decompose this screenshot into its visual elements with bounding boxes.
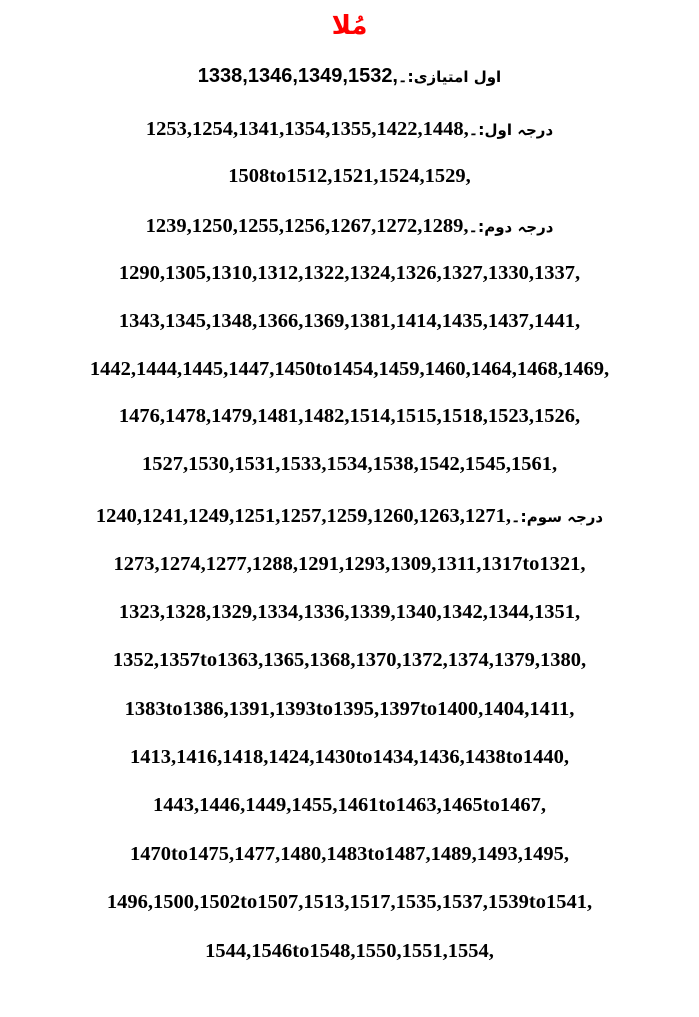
doum-line-5: 1476,1478,1479,1481,1482,1514,1515,1518,1523,1526, bbox=[118, 405, 581, 427]
doum-label: درجہ دوم bbox=[484, 218, 554, 236]
awwal-separator: :۔ bbox=[468, 120, 485, 139]
soum-line-5: 1383to1386,1391,1393to1395,1397to1400,1404,1411, bbox=[124, 698, 575, 720]
soum-line bbox=[0, 502, 699, 531]
soum-line-3: 1323,1328,1329,1334,1336,1339,1340,1342,1344,1351, bbox=[118, 601, 581, 623]
doum-line-2: 1290,1305,1310,1312,1322,1324,1326,1327,1330,1337, bbox=[118, 262, 581, 284]
awwal-line bbox=[0, 115, 699, 144]
awwal-line-2: 1508to1512,1521,1524,1529, bbox=[228, 165, 471, 187]
doum-separator: :۔ bbox=[468, 217, 485, 236]
awwal-numbers: 1253,1254,1341,1354,1355,1422,1448, bbox=[145, 118, 469, 140]
soum-line-9: 1496,1500,1502to1507,1513,1517,1535,1537,1539to1541, bbox=[106, 891, 593, 913]
soum-line-2: 1273,1274,1277,1288,1291,1293,1309,1311,1317to1321, bbox=[113, 553, 586, 575]
soum-line-6: 1413,1416,1418,1424,1430to1434,1436,1438to1440, bbox=[129, 746, 570, 768]
soum-line-8: 1470to1475,1477,1480,1483to1487,1489,1493,1495, bbox=[129, 843, 570, 865]
doum-line bbox=[0, 212, 699, 241]
doum-line-4: 1442,1444,1445,1447,1450to1454,1459,1460,1464,1468,1469, bbox=[89, 358, 610, 380]
page-title: مُلا bbox=[331, 11, 368, 41]
doum-numbers: 1239,1250,1255,1256,1267,1272,1289, bbox=[145, 215, 469, 237]
awwal-label: درجہ اول bbox=[484, 121, 554, 139]
soum-numbers: 1240,1241,1249,1251,1257,1259,1260,1263,1271, bbox=[95, 505, 512, 527]
imtiazi-label: اول امتیازی bbox=[413, 68, 502, 86]
doum-line-3: 1343,1345,1348,1366,1369,1381,1414,1435,1437,1441, bbox=[118, 310, 581, 332]
soum-line-7: 1443,1446,1449,1455,1461to1463,1465to1467, bbox=[153, 794, 546, 816]
soum-line-10: 1544,1546to1548,1550,1551,1554, bbox=[205, 940, 494, 962]
doum-line-6: 1527,1530,1531,1533,1534,1538,1542,1545,1561, bbox=[141, 453, 558, 475]
imtiazi-line bbox=[0, 62, 699, 91]
soum-line-4: 1352,1357to1363,1365,1368,1370,1372,1374,1379,1380, bbox=[112, 649, 587, 671]
imtiazi-separator: :۔ bbox=[398, 67, 414, 86]
soum-separator: :۔ bbox=[511, 507, 527, 526]
soum-label: درجہ سوم bbox=[526, 508, 604, 526]
imtiazi-numbers: 1338,1346,1349,1532, bbox=[197, 65, 398, 87]
